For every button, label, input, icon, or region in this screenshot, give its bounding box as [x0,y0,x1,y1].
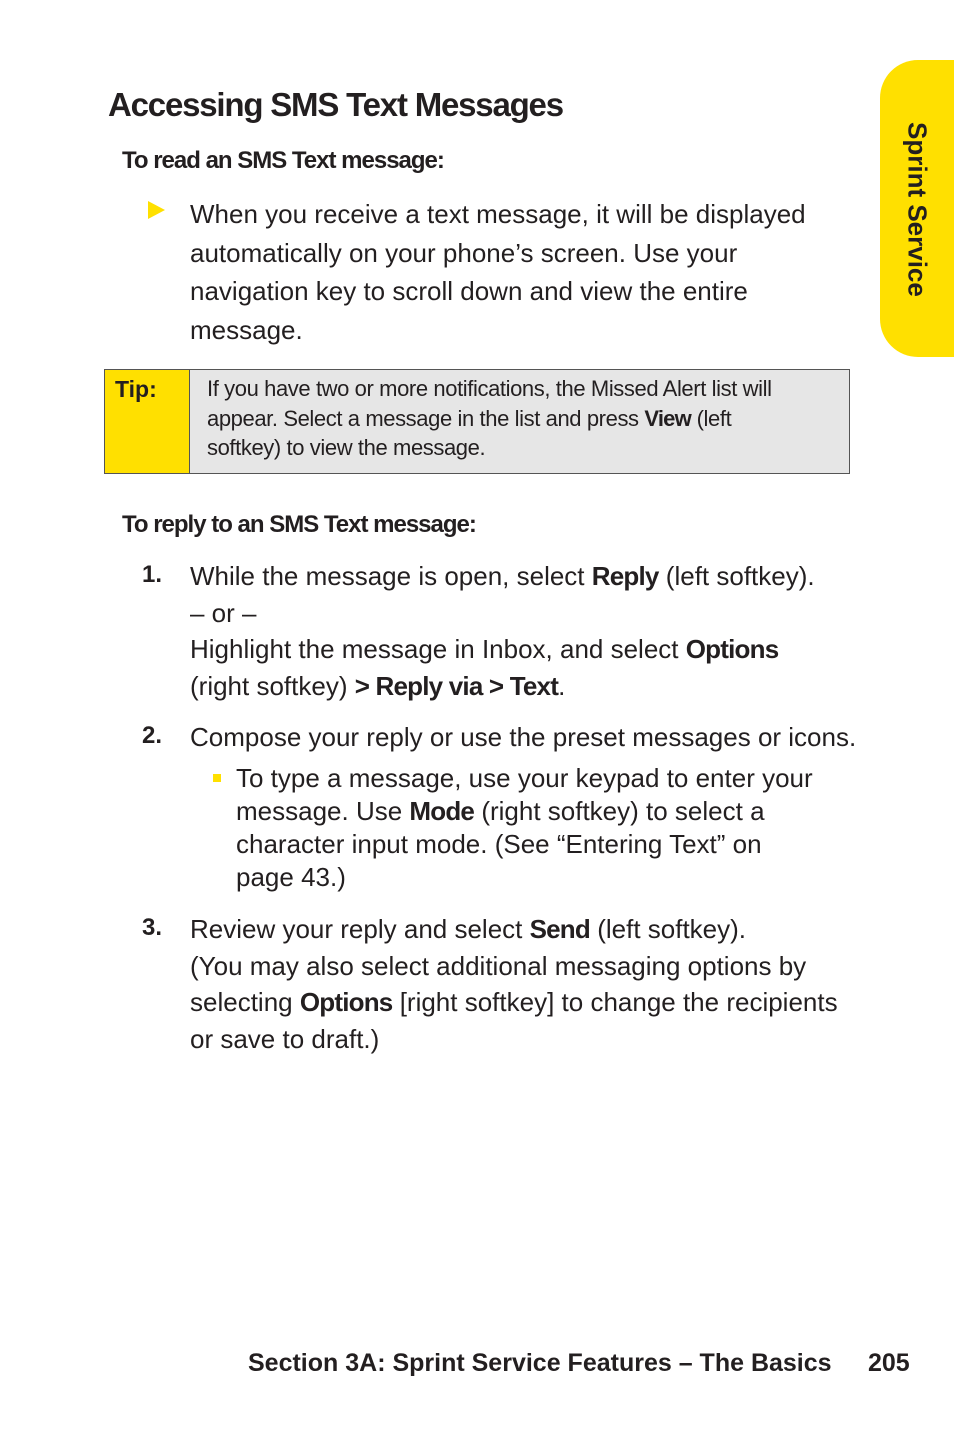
page-number: 205 [868,1349,910,1377]
step-2: Compose your reply or use the preset messages or icons. [190,722,857,752]
tip-box [104,369,850,474]
arrow-bullet-icon [148,201,165,219]
step-2-substep: To type a message, use your keypad to enter your message. Use Mode (right softkey) to select a character input mode. (See “Entering Text” on page 43.) [236,763,813,892]
side-tab [880,60,954,357]
footer-section-title: Section 3A: Sprint Service Features – The Basics [248,1349,832,1377]
step-3-number: 3. [142,914,163,941]
reply-heading: To reply to an SMS Text message: [122,511,476,538]
step-1: While the message is open, select Reply (left softkey). – or – Highlight the message in Inbox, and select Options (right softkey) > Reply via > Text. [190,561,815,701]
tip-text: If you have two or more notifications, the Missed Alert list will appear. Select a message in the list and press View (left softkey) to view the message. [207,376,772,460]
square-bullet-icon [213,774,221,782]
step-3: Review your reply and select Send (left softkey). (You may also select additional messaging options by selecting Options [right softkey] to change the recipients or save to draft.) [190,914,838,1054]
step-1-number: 1. [142,561,163,588]
side-tab-label: Sprint Service [902,122,933,297]
page-title: Accessing SMS Text Messages [108,86,563,123]
read-heading: To read an SMS Text message: [122,147,444,174]
read-instructions: When you receive a text message, it will be displayed automatically on your phone’s screen. Use your navigation key to scroll down and view the entire message. [190,199,806,345]
tip-label: Tip: [105,370,190,473]
step-2-number: 2. [142,722,163,749]
